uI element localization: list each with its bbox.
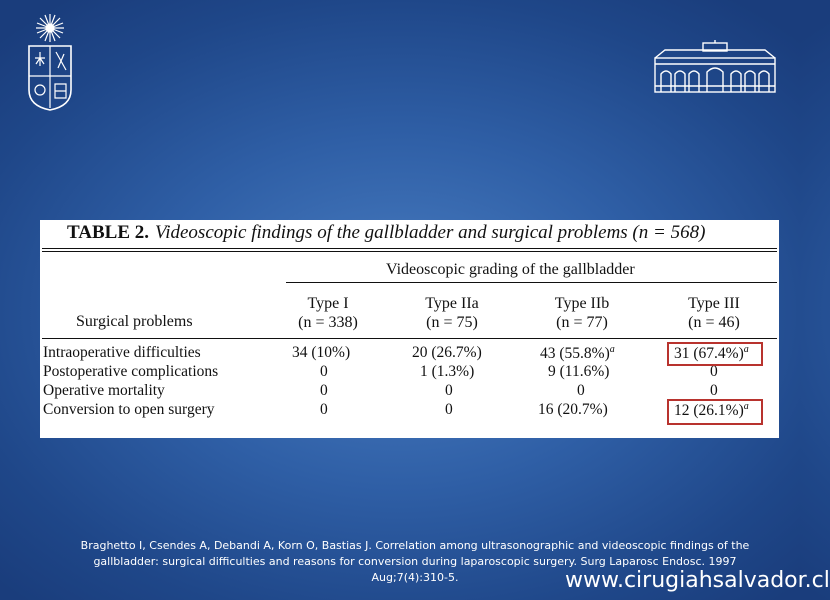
row-header: Surgical problems [76, 313, 193, 330]
table-number: TABLE 2. [67, 222, 150, 243]
table-caption: Videoscopic findings of the gallbladder and surgical problems (n = 568) [155, 222, 706, 243]
hospital-building-icon [653, 40, 777, 96]
column-header-type-i [268, 294, 388, 332]
table-title [67, 222, 705, 244]
table-cell: 43 $(55.8\%)^a$ [540, 344, 615, 363]
university-crest-icon [24, 8, 76, 112]
citation-text: Braghetto I, Csendes A, Debandi A, Korn O, Bastias J. Correlation among ultrasonographic and videoscopic findings of the gallbladder: surgical difficulties and reasons for conversion during laparoscopic surgery. Surg Laparosc Endosc. 1997 Aug;7(4):310-5. [80, 539, 750, 584]
footnote-marker: a [743, 344, 749, 355]
table-cell: 9 (11.6%) [548, 363, 610, 380]
table-cell: 0 [710, 382, 718, 399]
column-type-label: Type III [688, 295, 740, 312]
column-type-label: Type IIa [425, 295, 479, 312]
table-cell: 0 [320, 401, 328, 418]
column-header-type-iii [654, 294, 774, 332]
table-cell: 31 $(67.4\%)^a$ [674, 344, 749, 363]
column-header-type-iib [522, 294, 642, 332]
column-n-label: (n = 338) [298, 314, 358, 331]
table-cell: 0 [445, 382, 453, 399]
column-type-label: Type I [307, 295, 349, 312]
top-rule-double [42, 251, 777, 252]
column-header-type-iia [392, 294, 512, 332]
highlight-box-intraoperative [667, 342, 763, 366]
highlight-box-conversion [667, 399, 763, 425]
group-header: Videoscopic grading of the gallbladder [386, 261, 635, 278]
column-n-label: (n = 75) [426, 314, 478, 331]
row-label-conversion: Conversion to open surgery [43, 401, 215, 418]
group-rule [286, 282, 777, 283]
column-type-label: Type IIb [554, 295, 610, 312]
footnote-marker: a [743, 401, 749, 412]
table-figure [40, 220, 779, 438]
row-label-mortality: Operative mortality [43, 382, 165, 399]
table-cell: 0 [320, 382, 328, 399]
table-cell: 16 (20.7%) [538, 401, 608, 418]
table-cell: 12 $(26.1\%)^a$ [674, 401, 749, 420]
table-cell: 0 [445, 401, 453, 418]
row-label-intraoperative: Intraoperative difficulties [43, 344, 201, 361]
column-n-label: (n = 46) [688, 314, 740, 331]
footnote-marker: a [609, 344, 615, 355]
table-cell: 1 (1.3%) [420, 363, 475, 380]
table-cell: 0 [320, 363, 328, 380]
column-n-label: (n = 77) [556, 314, 608, 331]
website-url: www.cirugiahsalvador.cl [565, 568, 830, 593]
table-cell: 0 [577, 382, 585, 399]
top-rule [42, 248, 777, 249]
table-cell: 20 (26.7%) [412, 344, 482, 361]
row-label-postoperative: Postoperative complications [43, 363, 219, 380]
header-rule [42, 338, 777, 339]
table-cell: 34 (10%) [292, 344, 351, 361]
table-cell: 0 [710, 363, 718, 380]
